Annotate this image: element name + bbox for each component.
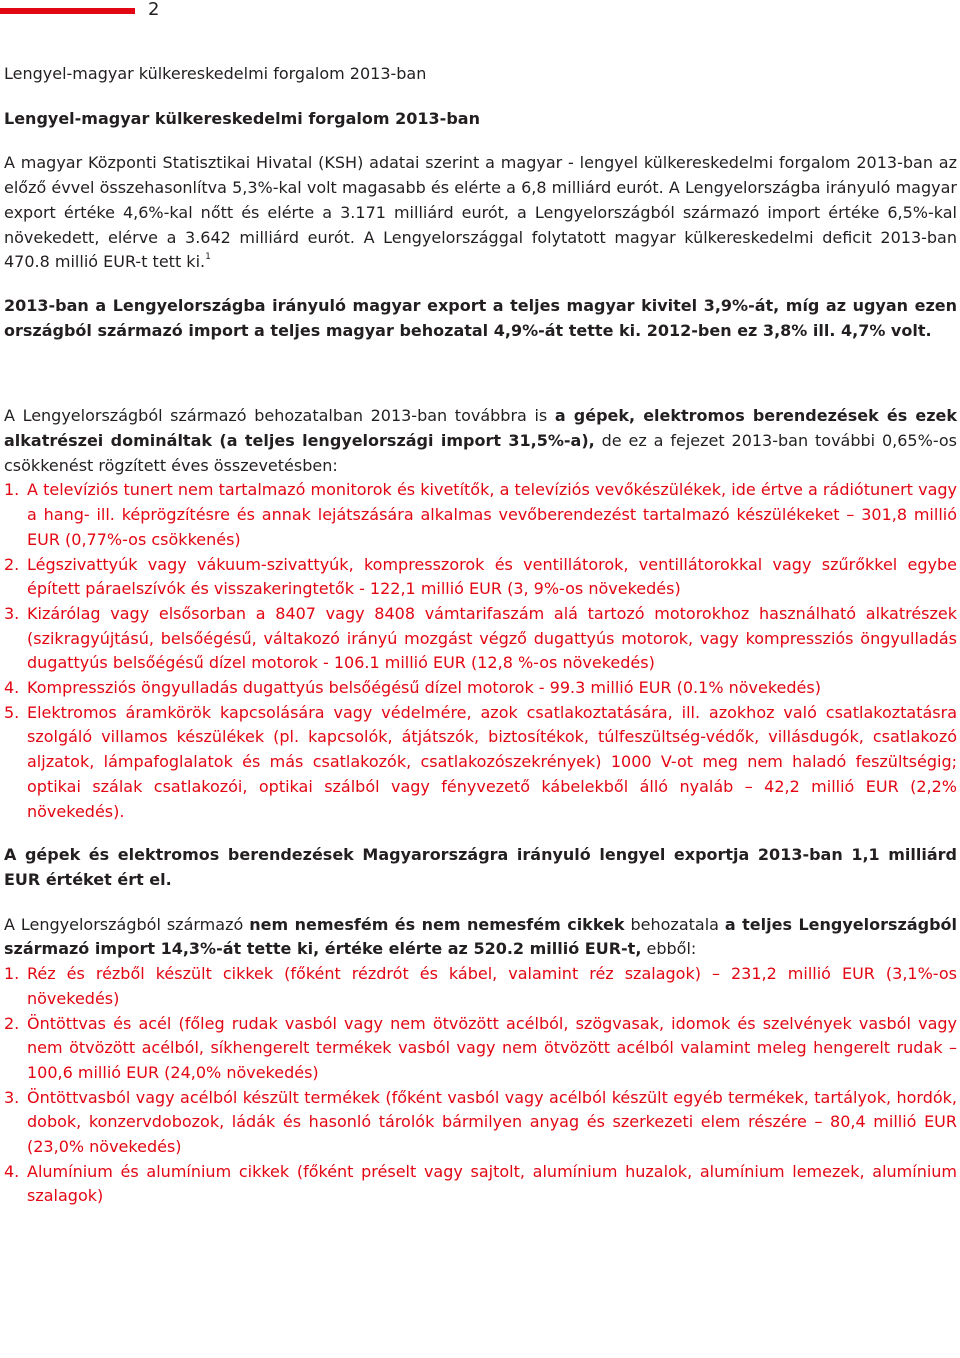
list-item: 1. A televíziós tunert nem tartalmazó monitorok és kivetítők, a televíziós vevőkészülékek, ide értve a rádiótunert vagy a hang- ill. képrögzítésre és annak lejátszására alkalmas vevőberendezést tartalmazó készülékeket – 301,8 millió EUR (0,77%-os csökkenés) bbox=[4, 480, 957, 549]
import-highlight: a gépek, elektromos berendezések és ezek alkatrészei domináltak (a teljes lengyelországi import 31,5%-a), bbox=[4, 406, 958, 451]
intro-paragraph bbox=[4, 151, 957, 275]
list-item: 4. Kompressziós öngyulladás dugattyús belsőégésű dízel motorok - 99.3 millió EUR (0.1% növekedés) bbox=[4, 678, 821, 698]
list-item: 5. Elektromos áramkörök kapcsolására vagy védelmére, azok csatlakoztatására, ill. azokhoz való csatlakoztatásra szolgáló villamos készülékek (pl. kapcsolók, átjátszók, biztosítékok, túlfeszültség-védők, villásdugók, csatlakozó aljzatok, lámpafoglalatok és más csatlakozók, csatlakozószekrények) 1000 V-ot meg nem haladó feszültségig; optikai szálak csatlakozói, optikai szálból vagy fényvezető kábelekből álló nyaláb – 42,2 millió EUR (2,2% növekedés). bbox=[4, 702, 957, 821]
page-number: 2 bbox=[148, 0, 160, 20]
machinery-import-list bbox=[4, 478, 957, 824]
list-item: 2. Öntöttvas és acél (főleg rudak vasból vagy nem ötvözött acélból, szögvasak, idomok és szelvények vasból vagy nem ötvözött acélból, síkhengerelt termékek vasból vagy nem ötvözött acélból valamint meleg hengerelt rudak – 100,6 millió EUR (24,0% növekedés) bbox=[4, 1013, 957, 1082]
metal-highlight: nem nemesfém és nem nemesfém cikkek bbox=[249, 914, 625, 934]
footnote-marker[interactable]: 1 bbox=[205, 252, 211, 263]
document-body bbox=[4, 62, 957, 1209]
list-item: 1. Réz és rézből készült cikkek (főként rézdrót és kábel, valamint réz szalagok) – 231,2 millió EUR (3,1%-os növekedés) bbox=[4, 964, 957, 1008]
header-accent-bar bbox=[0, 8, 135, 14]
list-item: 3. Kizárólag vagy elsősorban a 8407 vagy 8408 vámtarifaszám alá tartozó motorokhoz használható alkatrészek (szikragyújtású, belsőégésű, váltakozó irányú mozgást végző dugattyús motorok, vagy kompressziós öngyulladás dugattyús belsőégésű dízel motorok - 106.1 millió EUR (12,8 %-os növekedés) bbox=[4, 603, 957, 673]
metal-share-highlight: a teljes Lengyelországból származó import 14,3%-át tette ki, értéke elérte az 520.2 millió EUR-t, bbox=[4, 914, 958, 959]
import-paragraph: A Lengyelországból származó behozatalban 2013-ban továbbra is a gépek, elektromos berendezések és ezek alkatrészei domináltak (a teljes lengyelországi import 31,5%-a), de ez a fejezet 2013-ban további 0,65%-os csökkenést rögzített éves összevetésben: bbox=[4, 406, 958, 475]
machinery-export-paragraph: A gépek és elektromos berendezések Magyarországra irányuló lengyel exportja 2013-ban 1,1 milliárd EUR értéket ért el. bbox=[4, 845, 957, 889]
intro-text: A magyar Központi Statisztikai Hivatal (KSH) adatai szerint a magyar - lengyel külkereskedelmi forgalom 2013-ban az előző évvel összehasonlítva 5,3%-kal volt magasabb és elérte a 6,8 milliárd eurót. A Lengyelországba irányuló magyar export értéke 4,6%-kal nőtt és elérte a 3.171 milliárd eurót, a Lengyelországból származó import értéke 6,5%-kal növekedett, elérve a 3.642 milliárd eurót. A Lengyelországgal folytatott magyar külkereskedelmi deficit 2013-ban 470.8 millió EUR-t tett ki. bbox=[4, 153, 957, 272]
list-item: 2. Légszivattyúk vagy vákuum-szivattyúk, kompresszorok és ventillátorok, ventillátorokkal vagy szűrőkkel egybe épített páraelszívók és visszakeringtetők - 122,1 millió EUR (3, 9%-os növekedés) bbox=[4, 554, 957, 599]
metal-import-paragraph: A Lengyelországból származó nem nemesfém és nem nemesfém cikkek behozatala a teljes Lengyelországból származó import 14,3%-át tette ki, értéke elérte az 520.2 millió EUR-t, ebből: bbox=[4, 914, 958, 959]
metal-import-list bbox=[4, 962, 957, 1209]
document-title: Lengyel-magyar külkereskedelmi forgalom 2013-ban bbox=[4, 64, 427, 83]
list-item: 4. Alumínium és alumínium cikkek (főként préselt vagy sajtolt, alumínium huzalok, alumínium lemezek, alumínium szalagok) bbox=[4, 1161, 957, 1206]
document-subtitle: Lengyel-magyar külkereskedelmi forgalom 2013-ban bbox=[4, 108, 480, 128]
share-paragraph: 2013-ban a Lengyelországba irányuló magyar export a teljes magyar kivitel 3,9%-át, míg az ugyan ezen országból származó import a teljes magyar behozatal 4,9%-át tette ki. 2012-ben ez 3,8% ill. 4,7% volt. bbox=[4, 295, 957, 340]
list-item: 3. Öntöttvasból vagy acélból készült termékek (főként vasból vagy acélból készült egyéb termékek, tartályok, hordók, dobok, konzervdobozok, ládák és hasonló tárolók bármilyen anyag és szerkezeti elem részére – 80,4 millió EUR (23,0% növekedés) bbox=[4, 1087, 957, 1157]
